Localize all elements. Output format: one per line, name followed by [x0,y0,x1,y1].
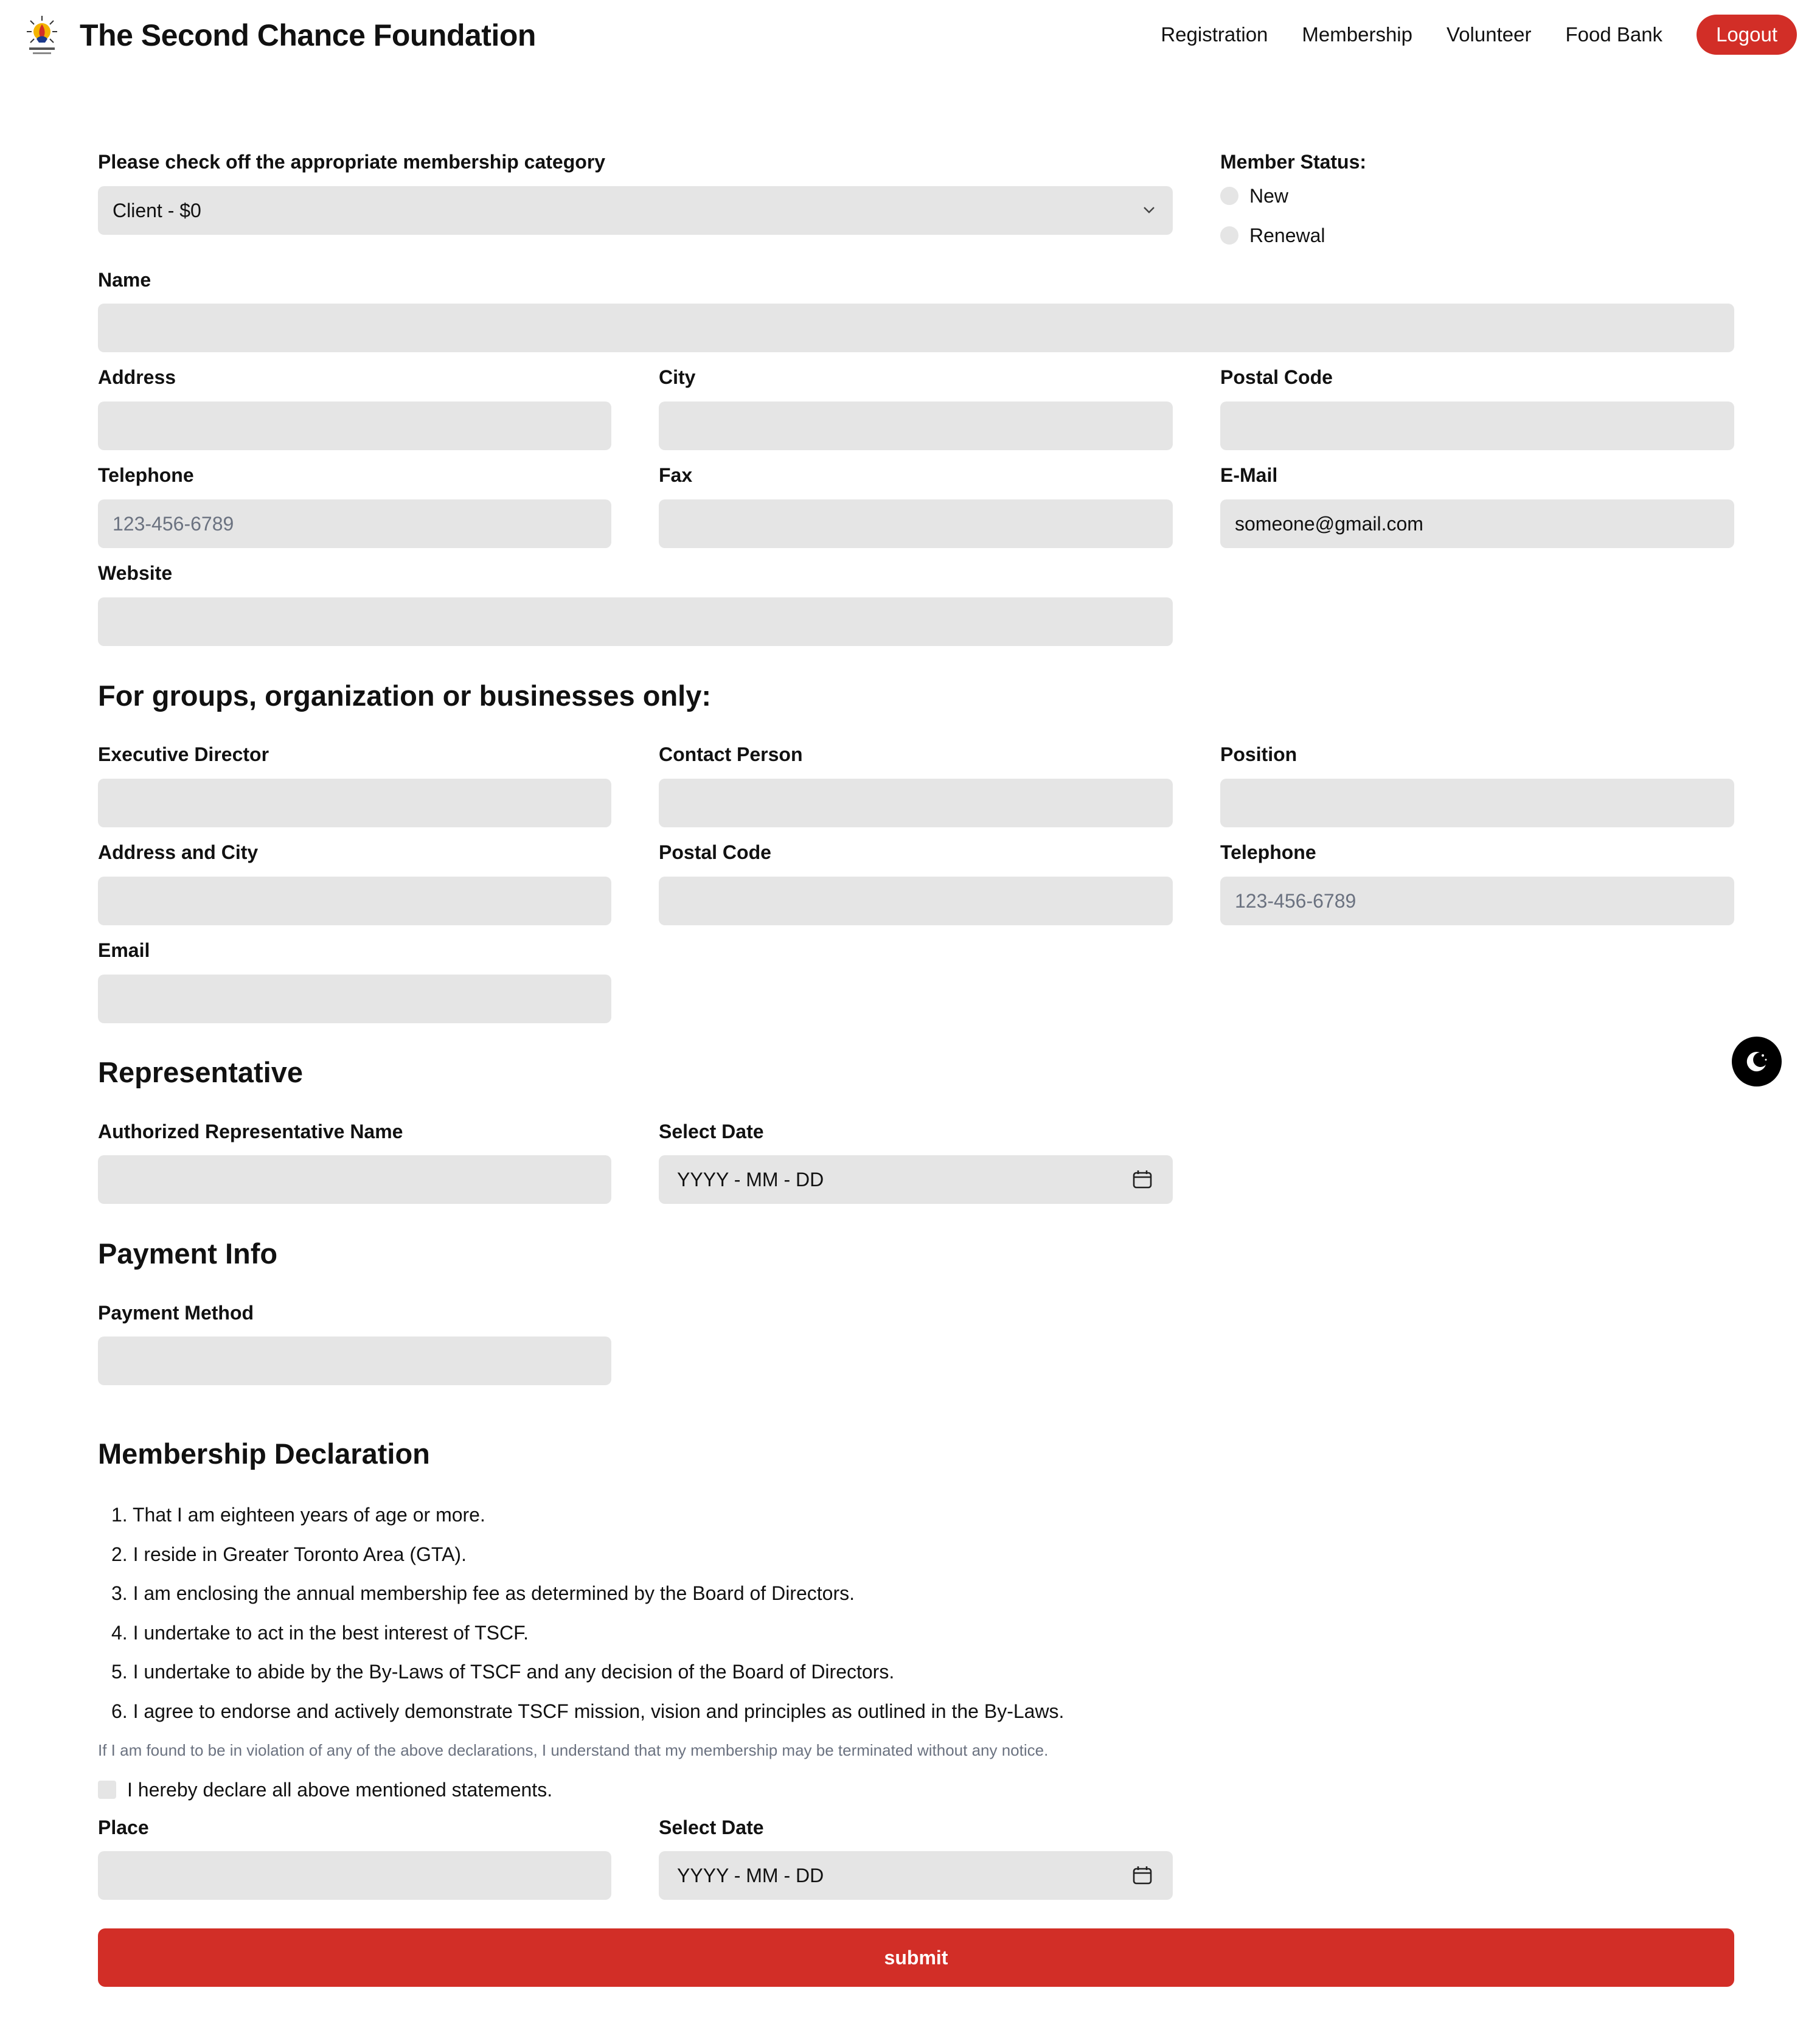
groups-heading: For groups, organization or businesses only: [98,680,711,712]
chevron-down-icon [1142,203,1156,217]
radio-new-label: New [1249,184,1289,207]
declaration-date-placeholder: YYYY - MM - DD [677,1865,824,1886]
rep-date-input[interactable] [659,1155,1173,1204]
declare-checkbox[interactable] [98,1781,116,1799]
category-value: Client - $0 [113,200,201,221]
declaration-item: 5. I undertake to abide by the By-Laws of TSCF and any decision of the Board of Directors. [111,1661,895,1683]
representative-heading: Representative [98,1056,303,1088]
declare-checkbox-row[interactable] [98,1776,552,1803]
nav-membership[interactable]: Membership [1302,23,1412,46]
submit-button[interactable]: submit [98,1928,1734,1987]
org-email-label: Email [98,939,150,961]
site-header [0,0,1820,71]
status-renewal[interactable] [1220,223,1325,248]
fax-label: Fax [659,464,693,486]
email-input[interactable]: someone@gmail.com [1220,499,1734,548]
declaration-date-input[interactable] [659,1851,1173,1900]
postal-label: Postal Code [1220,366,1333,388]
postal-input[interactable] [1220,401,1734,450]
member-status-label: Member Status: [1220,151,1367,173]
payment-heading: Payment Info [98,1237,278,1270]
declaration-item: 1. That I am eighteen years of age or more. [111,1504,485,1526]
nav-food-bank[interactable]: Food Bank [1565,23,1663,46]
contact-person-input[interactable] [659,779,1173,827]
org-address-label: Address and City [98,841,259,863]
contact-person-label: Contact Person [659,743,803,765]
radio-new[interactable] [1220,187,1238,205]
telephone-input[interactable]: 123-456-6789 [98,499,611,548]
org-postal-input[interactable] [659,877,1173,925]
position-input[interactable] [1220,779,1734,827]
name-label: Name [98,269,151,291]
radio-renewal-label: Renewal [1249,224,1325,246]
declaration-item: 3. I am enclosing the annual membership fee as determined by the Board of Directors. [111,1582,855,1604]
name-input[interactable] [98,304,1734,352]
payment-method-input[interactable] [98,1337,611,1385]
org-email-input[interactable] [98,975,611,1023]
rep-date-label: Select Date [659,1121,764,1142]
exec-director-label: Executive Director [98,743,269,765]
place-input[interactable] [98,1851,611,1900]
calendar-icon[interactable] [1131,1169,1153,1191]
city-input[interactable] [659,401,1173,450]
address-input[interactable] [98,401,611,450]
telephone-label: Telephone [98,464,194,486]
exec-director-input[interactable] [98,779,611,827]
declaration-item: 6. I agree to endorse and actively demonstrate TSCF mission, vision and principles as outlined in the By-Laws. [111,1700,1065,1722]
declare-label: I hereby declare all above mentioned statements. [127,1778,553,1801]
logout-button[interactable]: Logout [1697,15,1797,55]
rep-name-input[interactable] [98,1155,611,1204]
website-input[interactable] [98,597,1173,646]
foundation-logo-icon[interactable] [23,12,61,58]
rep-name-label: Authorized Representative Name [98,1121,403,1142]
org-telephone-input[interactable]: 123-456-6789 [1220,877,1734,925]
brand-title[interactable]: The Second Chance Foundation [80,18,536,52]
declaration-item: 2. I reside in Greater Toronto Area (GTA). [111,1543,467,1565]
org-telephone-label: Telephone [1220,841,1316,863]
violation-notice: If I am found to be in violation of any of the above declarations, I understand that my membership may be terminated without any notice. [98,1741,1049,1759]
payment-method-label: Payment Method [98,1302,254,1324]
address-label: Address [98,366,176,388]
nav-registration[interactable]: Registration [1161,23,1268,46]
position-label: Position [1220,743,1297,765]
declaration-date-label: Select Date [659,1816,764,1838]
org-address-input[interactable] [98,877,611,925]
place-label: Place [98,1816,149,1838]
status-new[interactable] [1220,184,1288,208]
nav-volunteer[interactable]: Volunteer [1447,23,1532,46]
org-postal-label: Postal Code [659,841,771,863]
radio-renewal[interactable] [1220,226,1238,245]
fax-input[interactable] [659,499,1173,548]
declaration-item: 4. I undertake to act in the best interest of TSCF. [111,1621,529,1644]
main-nav [1161,15,1797,55]
email-label: E-Mail [1220,464,1278,486]
declaration-heading: Membership Declaration [98,1437,430,1470]
rep-date-placeholder: YYYY - MM - DD [677,1169,824,1191]
website-label: Website [98,562,173,584]
declaration-list [98,1495,1064,1731]
category-select[interactable] [98,186,1173,235]
calendar-icon[interactable] [1131,1865,1153,1886]
theme-toggle-button[interactable] [1732,1037,1782,1086]
moon-icon [1732,1037,1782,1086]
category-label: Please check off the appropriate membership category [98,151,606,173]
city-label: City [659,366,696,388]
